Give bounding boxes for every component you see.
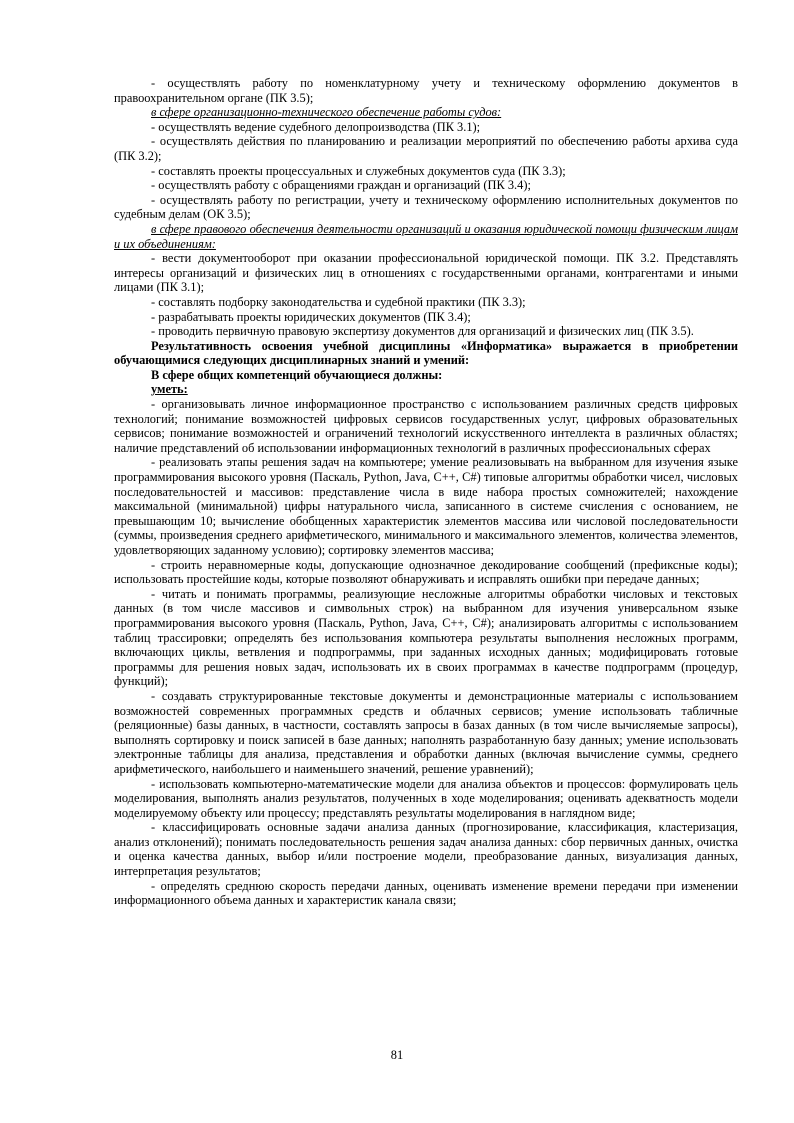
section-heading-legal <box>114 222 738 251</box>
paragraph: - осуществлять работу по номенклатурному учету и техническому оформлению документов в правоохранительном органе (ПК 3.5); <box>114 76 738 105</box>
skills-heading <box>114 382 738 397</box>
paragraph: - осуществлять действия по планированию и реализации мероприятий по обеспечению работы архива суда (ПК 3.2); <box>114 134 738 163</box>
paragraph: - составлять проекты процессуальных и служебных документов суда (ПК 3.3); <box>151 163 566 178</box>
paragraph: - реализовать этапы решения задач на компьютере; умение реализовывать на выбранном для изучения языке программирования высокого уровня (Паскаль, Python, Java, C++, C#) типовые алгоритмы обработки чисел, числовых последовательностей и массивов: представление числа в виде набора простых сомножителей; нахождение максимальной (минимальной) цифры натурального числа, записанного в системе счисления с основанием, не превышающим 10; вычисление обобщенных характеристик элементов массива или числовой последовательности (суммы, произведения среднего арифметического, минимального и максимального элементов, количества элементов, удовлетворяющих заданному условию); сортировку элементов массива; <box>114 455 738 557</box>
competencies-heading: В сфере общих компетенций обучающиеся должны: <box>151 367 443 382</box>
paragraph: - составлять подборку законодательства и судебной практики (ПК 3.3); <box>151 294 526 309</box>
paragraph: - проводить первичную правовую экспертизу документов для организаций и физических лиц (ПК 3.5). <box>151 324 694 339</box>
paragraph: - вести документооборот при оказании профессиональной юридической помощи. ПК 3.2. Представлять интересы организаций и физических лиц в отношениях с государственными органами, контрагентами и иными лицами (ПК 3.1); <box>114 251 738 295</box>
page-number: 81 <box>390 1048 404 1062</box>
section-heading-text: в сфере организационно-технического обеспечение работы судов: <box>151 105 502 120</box>
results-heading: Результативность освоения учебной дисциплины «Информатика» выражается в приобретении обучающимися следующих дисциплинарных знаний и умений: <box>114 338 738 368</box>
skills-heading-text: уметь: <box>151 382 188 397</box>
paragraph: - создавать структурированные текстовые документы и демонстрационные материалы с использованием возможностей современных программных средств и облачных сервисов; умение использовать табличные (реляционные) базы данных, в частности, составлять запросы в базах данных (в том числе вычисляемые запросы), выполнять сортировку и поиск записей в базе данных; наполнять разработанную базу данных; умение использовать электронные таблицы для анализа, представления и обработки данных (включая вычисление суммы, среднего арифметического, наибольшего и наименьшего значений, решение уравнений); <box>114 688 738 776</box>
paragraph: - осуществлять ведение судебного делопроизводства (ПК 3.1); <box>151 119 481 134</box>
paragraph: - осуществлять работу с обращениями граждан и организаций (ПК 3.4); <box>151 178 531 193</box>
paragraph: - осуществлять работу по регистрации, учету и техническому оформлению исполнительных документов по судебным делам (ОК 3.5); <box>114 192 738 222</box>
paragraph: - читать и понимать программы, реализующие несложные алгоритмы обработки числовых и текстовых данных (в том числе массивов и символьных строк) на выбранном для изучения универсальном языке программирования высокого уровня (Паскаль, Python, Java, C++, C#); анализировать алгоритмы с использованием таблиц трассировки; определять без использования компьютера результаты выполнения несложных программ, включающих циклы, ветвления и подпрограммы, при заданных исходных данных; модифицировать готовые программы для решения новых задач, использовать их в своих программах в качестве подпрограмм (процедур, функций); <box>114 586 738 689</box>
paragraph: - строить неравномерные коды, допускающие однозначное декодирование сообщений (префиксные коды); использовать простейшие коды, которые позволяют обнаруживать и исправлять ошибки при передаче данных; <box>114 557 738 587</box>
paragraph: - использовать компьютерно-математические модели для анализа объектов и процессов: формулировать цель моделирования, выполнять анализ результатов, полученных в ходе моделирования; оценивать адекватность модели моделируемому объекту или процессу; представлять результаты моделирования в наглядном виде; <box>114 776 738 820</box>
paragraph: - организовывать личное информационное пространство с использованием различных средств цифровых технологий; понимание возможностей цифровых сервисов государственных услуг, цифровых образовательных сервисов; понимание возможностей и ограничений технологий искусственного интеллекта в различных областях; наличие представлений об использовании информационных технологий в различных профессиональных сферах <box>114 397 738 455</box>
document-body <box>114 76 738 908</box>
section-heading-courts <box>114 105 738 120</box>
paragraph: - классифицировать основные задачи анализа данных (прогнозирование, классификация, кластеризация, анализ отклонений); понимать последовательность решения задач анализа данных: сбор первичных данных, очистка и оценка качества данных, выбор и/или построение модели, преобразование данных, визуализация данных, интерпретация результатов; <box>114 820 738 879</box>
paragraph: - разрабатывать проекты юридических документов (ПК 3.4); <box>151 309 471 324</box>
section-heading-text: в сфере правового обеспечения деятельности организаций и оказания юридической помощи физическим лицам и их объединениям: <box>114 221 738 251</box>
paragraph: - определять среднюю скорость передачи данных, оценивать изменение времени передачи при изменении информационного объема данных и характеристик канала связи; <box>114 878 738 908</box>
